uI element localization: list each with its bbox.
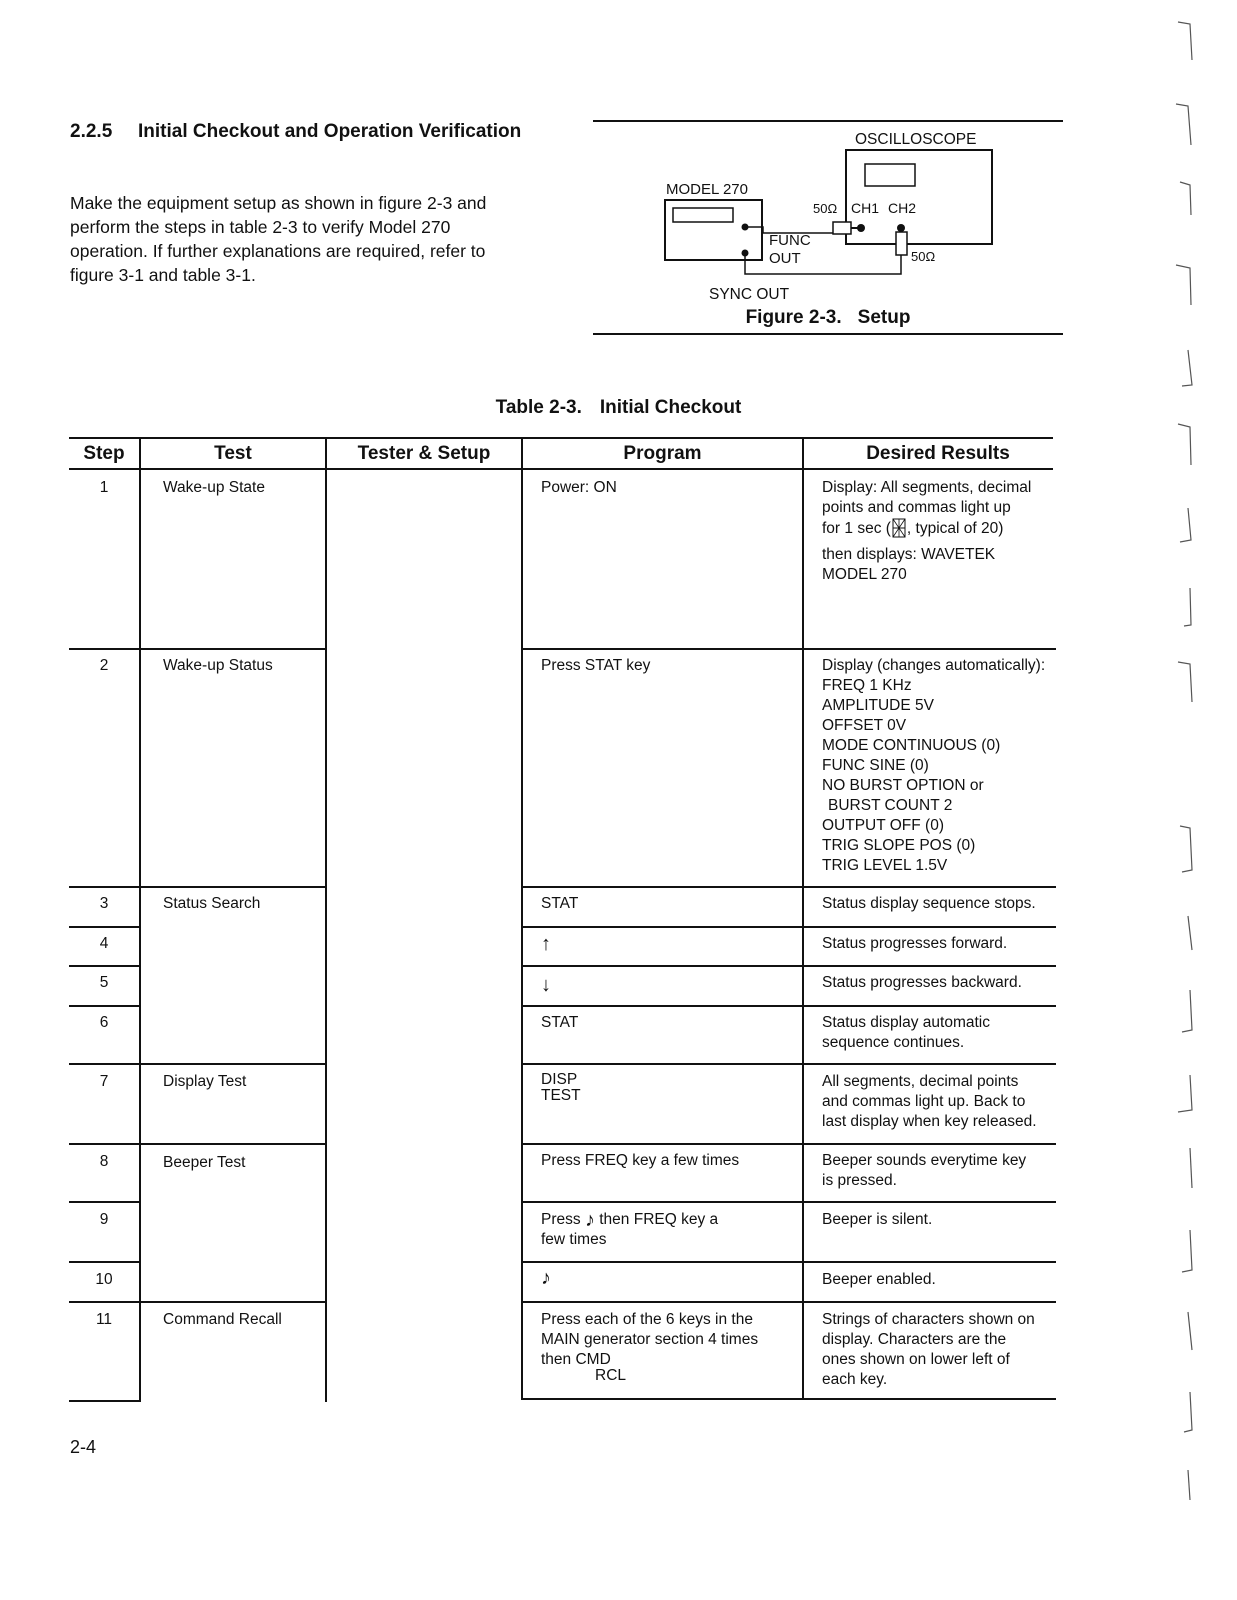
result-line: sequence continues. — [822, 1034, 965, 1051]
row-rule — [521, 648, 1056, 650]
row-rule — [521, 886, 1056, 888]
result-line: MODE CONTINUOUS (0) — [822, 737, 1001, 754]
program-line: MAIN generator section 4 times — [541, 1331, 759, 1348]
result-line: TRIG LEVEL 1.5V — [822, 857, 948, 874]
result-line: TRIG SLOPE POS (0) — [822, 837, 976, 854]
test-name: Wake-up Status — [163, 657, 273, 674]
result-cell — [822, 1151, 1062, 1191]
step-number: 10 — [95, 1271, 113, 1288]
program-line: STAT — [541, 895, 579, 912]
result-line: OFFSET 0V — [822, 717, 907, 734]
intro-paragraph — [70, 191, 550, 287]
program-line: Press each of the 6 keys in the — [541, 1311, 753, 1328]
ch1-input — [857, 224, 865, 232]
program-cell — [541, 478, 796, 498]
program-line: TEST — [541, 1087, 581, 1104]
program-text: Press — [541, 1211, 581, 1228]
result-line: BURST COUNT 2 — [828, 797, 953, 814]
result-line: each key. — [822, 1371, 888, 1388]
row-rule — [69, 886, 326, 888]
beeper-note-icon[interactable]: ♪ — [541, 1267, 551, 1289]
result-line: OUTPUT OFF (0) — [822, 817, 944, 834]
row-rule — [69, 1201, 140, 1203]
section-number: 2.2.5 — [70, 121, 113, 142]
test-name: Beeper Test — [163, 1154, 246, 1171]
segment-display-icon — [891, 518, 907, 538]
oscilloscope-screen — [865, 164, 915, 186]
row-rule — [69, 1261, 140, 1263]
result-line: Display (changes automatically): — [822, 657, 1046, 674]
intro-line: operation. If further explanations are required, refer to — [70, 241, 486, 261]
table-caption-title: Initial Checkout — [599, 397, 742, 418]
step-number: 8 — [99, 1153, 109, 1170]
table-caption — [0, 397, 1237, 419]
binder-edge-marks — [1170, 20, 1210, 1520]
row-rule — [69, 648, 326, 650]
result-line: NO BURST OPTION or — [822, 777, 984, 794]
result-line: Status display sequence stops. — [822, 895, 1036, 912]
step-number: 9 — [99, 1211, 109, 1228]
program-line: STAT — [541, 1014, 579, 1031]
row-rule — [69, 1400, 140, 1402]
header-results: Desired Results — [866, 443, 1010, 464]
program-line: Power: ON — [541, 479, 617, 496]
step-number: 7 — [99, 1073, 109, 1090]
sync-out-label: SYNC OUT — [709, 286, 790, 303]
result-line: ones shown on lower left of — [822, 1351, 1010, 1368]
ohm-left-label: 50Ω — [813, 201, 838, 216]
row-rule — [69, 1063, 326, 1065]
result-line: Beeper sounds everytime key — [822, 1152, 1027, 1169]
result-line: Status progresses forward. — [822, 935, 1008, 952]
test-name: Display Test — [163, 1073, 247, 1090]
result-line: is pressed. — [822, 1172, 897, 1189]
ch2-label: CH2 — [888, 200, 917, 216]
program-cell — [541, 1310, 796, 1386]
ch1-label: CH1 — [851, 200, 880, 216]
row-rule — [521, 926, 1056, 928]
ch2-input — [897, 224, 905, 232]
ohm-right-label: 50Ω — [911, 249, 936, 264]
row-rule — [521, 1398, 1056, 1400]
row-rule — [521, 1301, 1056, 1303]
header-rule — [69, 468, 1053, 470]
table-top-rule — [69, 437, 1053, 439]
table-caption-number: Table 2-3. — [495, 397, 582, 418]
step-number: 6 — [99, 1014, 109, 1031]
header-step: Step — [83, 443, 125, 464]
col-divider — [139, 437, 141, 1402]
result-line: All segments, decimal points — [822, 1073, 1019, 1090]
row-rule — [521, 965, 1056, 967]
row-rule — [69, 965, 140, 967]
row-rule — [69, 1301, 326, 1303]
program-cell — [541, 1072, 796, 1104]
test-name: Status Search — [163, 895, 261, 912]
row-rule — [521, 1063, 1056, 1065]
program-line: few times — [541, 1231, 607, 1248]
row-rule — [69, 1143, 326, 1145]
setup-diagram — [593, 124, 1063, 304]
intro-line: perform the steps in table 2-3 to verify Model 270 — [70, 217, 451, 237]
result-cell — [822, 1013, 1062, 1053]
figure-caption — [593, 307, 1063, 329]
up-arrow-icon: ↑ — [541, 933, 551, 955]
program-line: DISP — [541, 1071, 578, 1088]
result-line: MODEL 270 — [822, 566, 907, 583]
col-divider — [325, 437, 327, 1402]
program-cell — [541, 1210, 796, 1250]
section-title: Initial Checkout and Operation Verification — [138, 121, 522, 142]
program-line: Press FREQ key a few times — [541, 1152, 740, 1169]
terminator-50-ohm — [833, 222, 851, 234]
beeper-note-icon[interactable]: ♪ — [584, 1209, 595, 1231]
step-number: 3 — [99, 895, 109, 912]
result-line: FUNC SINE (0) — [822, 757, 929, 774]
result-line: display. Characters are the — [822, 1331, 1007, 1348]
program-cell — [541, 1268, 796, 1288]
col-divider — [802, 437, 804, 1400]
result-line: last display when key released. — [822, 1113, 1037, 1130]
result-cell — [822, 1310, 1062, 1390]
row-rule — [521, 1005, 1056, 1007]
program-cell — [541, 656, 796, 676]
result-cell — [822, 656, 1062, 876]
program-line: then CMD — [541, 1351, 611, 1368]
step-number: 1 — [99, 479, 109, 496]
out-label: OUT — [769, 250, 801, 267]
header-test: Test — [214, 443, 252, 464]
result-line: Strings of characters shown on — [822, 1311, 1035, 1328]
step-number: 5 — [99, 974, 109, 991]
figure-bottom-rule — [593, 333, 1063, 335]
model-270-display — [673, 208, 733, 222]
result-line: Beeper is silent. — [822, 1211, 933, 1228]
page-number: 2-4 — [70, 1437, 97, 1457]
row-rule — [521, 1143, 1056, 1145]
result-text: for 1 sec ( — [822, 520, 891, 537]
program-line: RCL — [595, 1367, 627, 1384]
program-text: then FREQ key a — [599, 1211, 719, 1228]
intro-line: Make the equipment setup as shown in figure 2-3 and — [70, 193, 487, 213]
header-tester-setup: Tester & Setup — [357, 443, 491, 464]
result-cell — [822, 478, 1062, 585]
result-cell — [822, 1072, 1062, 1132]
row-rule — [69, 926, 140, 928]
intro-line: figure 3-1 and table 3-1. — [70, 265, 256, 285]
result-line: then displays: WAVETEK — [822, 546, 996, 563]
result-line: FREQ 1 KHz — [822, 677, 912, 694]
test-name: Command Recall — [163, 1311, 282, 1328]
row-rule — [521, 1261, 1056, 1263]
step-number: 2 — [99, 657, 109, 674]
col-divider — [521, 437, 523, 1400]
down-arrow-icon: ↓ — [541, 974, 551, 996]
result-text: , typical of 20) — [906, 520, 1004, 537]
figure-top-rule — [593, 120, 1063, 122]
func-label: FUNC — [769, 232, 811, 249]
result-line: Status display automatic — [822, 1014, 991, 1031]
result-line: and commas light up. Back to — [822, 1093, 1026, 1110]
result-line: Beeper enabled. — [822, 1271, 936, 1288]
program-line — [541, 1210, 796, 1230]
row-rule — [521, 1201, 1056, 1203]
terminator-ch2 — [896, 232, 907, 255]
result-line: Status progresses backward. — [822, 974, 1022, 991]
program-line: Press STAT key — [541, 657, 651, 674]
result-line — [822, 518, 1062, 539]
step-number: 4 — [99, 935, 109, 952]
figure-caption-number: Figure 2-3. — [745, 307, 842, 328]
header-program: Program — [623, 443, 702, 464]
result-line: points and commas light up — [822, 499, 1011, 516]
figure-caption-title: Setup — [857, 307, 911, 328]
result-line: Display: All segments, decimal — [822, 479, 1032, 496]
model-label: MODEL 270 — [666, 181, 748, 198]
oscilloscope-label: OSCILLOSCOPE — [855, 131, 977, 148]
step-number: 11 — [95, 1311, 113, 1328]
result-line: AMPLITUDE 5V — [822, 697, 934, 714]
row-rule — [69, 1005, 140, 1007]
test-name: Wake-up State — [163, 479, 265, 496]
